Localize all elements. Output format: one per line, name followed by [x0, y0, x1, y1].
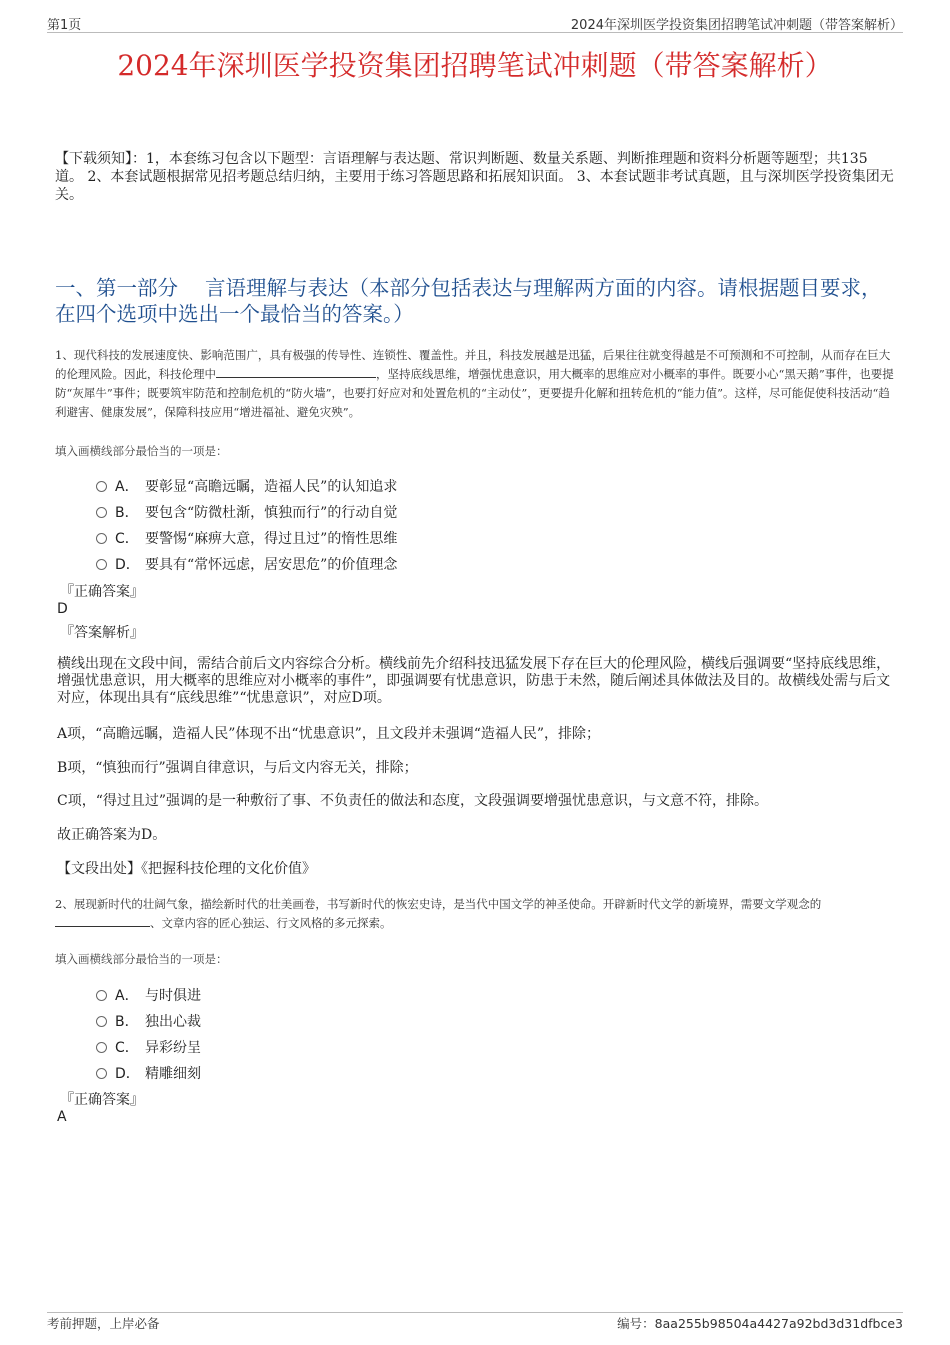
question-1-blank [216, 365, 376, 378]
section-heading: 一、第一部分 言语理解与表达（本部分包括表达与理解两方面的内容。请根据题目要求，在四个选项中选出一个最恰当的答案。） [55, 276, 882, 326]
radio-icon[interactable] [96, 1068, 107, 1079]
option-text: 要具有“常怀远虑，居安思危”的价值理念 [145, 557, 398, 573]
footer-slogan: 考前押题，上岸必备 [47, 1316, 160, 1331]
option-text: 与时俱进 [145, 988, 201, 1004]
question-2-option-a[interactable] [96, 985, 201, 1005]
question-2-option-b[interactable] [96, 1011, 201, 1031]
option-text: 精雕细刻 [145, 1066, 201, 1082]
option-text: 独出心裁 [145, 1014, 201, 1030]
question-2-blank [55, 914, 150, 927]
question-1-option-d[interactable] [96, 554, 397, 574]
option-letter: D． [115, 557, 140, 573]
option-text: 要包含“防微杜渐，慎独而行”的行动自觉 [145, 505, 398, 521]
question-2-stem [55, 895, 895, 933]
radio-icon[interactable] [96, 481, 107, 492]
question-1-text-after: ，坚持底线思维，增强忧患意识，用大概率的思维应对小概率的事件。既要小心“黑天鹅”事件，也要提防“灰犀牛”事件；既要筑牢防范和控制危机的“防火墙”，也要打好应对和处置危机的“主动仗”，更要提升化解和扭转危机的“能力值”。这样，尽可能促使科技活动“趋利避害、健康发展”，保障科技应用“增进福祉、避免灾殃”。 [55, 367, 894, 419]
radio-icon[interactable] [96, 559, 107, 570]
radio-icon[interactable] [96, 533, 107, 544]
footer-divider [47, 1312, 903, 1313]
question-1-answer: D [57, 601, 68, 617]
question-2-text-before: 2、展现新时代的壮阔气象，描绘新时代的壮美画卷，书写新时代的恢宏史诗，是当代中国文学的神圣使命。开辟新时代文学的新境界，需要文学观念的 [55, 897, 822, 911]
question-1-analysis-paragraph: A项，“高瞻远瞩，造福人民”体现不出“忧患意识”，且文段并未强调“造福人民”，排除； [57, 726, 601, 742]
option-text: 要警惕“麻痹大意，得过且过”的惰性思维 [145, 531, 398, 547]
page-header-doc-title: 2024年深圳医学投资集团招聘笔试冲刺题（带答案解析） [570, 18, 903, 33]
question-1-stem [55, 346, 895, 422]
option-letter: C． [115, 1040, 139, 1056]
option-text: 异彩纷呈 [145, 1040, 201, 1056]
question-1-text-before: 1、现代科技的发展速度快、影响范围广，具有极强的传导性、连锁性、覆盖性。并且，科技发展越是迅猛，后果往往就变得越是不可预测和不可控制，从而存在巨大的伦理风险。因此，科技伦理中 [55, 348, 891, 381]
question-1-prompt: 填入画横线部分最恰当的一项是： [55, 444, 228, 458]
option-letter: A． [115, 988, 139, 1004]
header-divider [47, 32, 903, 33]
option-letter: B． [115, 1014, 139, 1030]
question-1-option-a[interactable] [96, 476, 397, 496]
footer-code [617, 1314, 903, 1332]
document-title: 2024年深圳医学投资集团招聘笔试冲刺题（带答案解析） [117, 49, 833, 82]
option-letter: A． [115, 479, 139, 495]
radio-icon[interactable] [96, 1016, 107, 1027]
option-text: 要彰显“高瞻远瞩，造福人民”的认知追求 [145, 479, 398, 495]
question-1-answer-label: 『正确答案』 [60, 584, 144, 600]
question-1-analysis-paragraph: 故正确答案为D。 [57, 827, 167, 843]
footer-code-value: 8aa255b98504a4427a92bd3d31dfbce3 [654, 1316, 903, 1331]
question-2-answer: A [57, 1109, 67, 1125]
question-2-option-c[interactable] [96, 1037, 201, 1057]
question-2-option-d[interactable] [96, 1063, 201, 1083]
question-1-option-c[interactable] [96, 528, 397, 548]
radio-icon[interactable] [96, 990, 107, 1001]
footer-code-label: 编号： [617, 1316, 655, 1331]
question-1-option-b[interactable] [96, 502, 397, 522]
option-letter: B． [115, 505, 139, 521]
radio-icon[interactable] [96, 1042, 107, 1053]
question-1-analysis-paragraph: C项，“得过且过”强调的是一种敷衍了事、不负责任的做法和态度，文段强调要增强忧患意识，与文意不符，排除。 [57, 793, 769, 809]
question-1-source: 【文段出处】《把握科技伦理的文化价值》 [57, 861, 316, 877]
question-2-answer-label: 『正确答案』 [60, 1092, 144, 1108]
option-letter: C． [115, 531, 139, 547]
download-notice: 【下载须知】：1，本套练习包含以下题型：言语理解与表达题、常识判断题、数量关系题、判断推理题和资料分析题等题型；共135道。 2、本套试题根据常见招考题总结归纳，主要用于练习答题思路和拓展知识面。 3、本套试题非考试真题，且与深圳医学投资集团无关。 [55, 151, 894, 203]
question-2-text-after: 、文章内容的匠心独运、行文风格的多元探索。 [150, 916, 392, 930]
question-2-prompt: 填入画横线部分最恰当的一项是： [55, 952, 228, 966]
radio-icon[interactable] [96, 507, 107, 518]
question-1-analysis-paragraph: 横线出现在文段中间，需结合前后文内容综合分析。横线前先介绍科技迅猛发展下存在巨大的伦理风险，横线后强调要“坚持底线思维，增强忧患意识，用大概率的思维应对小概率的事件”，即强调要有忧患意识，防患于未然，随后阐述具体做法及目的。故横线处需与后文对应，体现出具有“底线思维”“忧患意识”，对应D项。 [57, 656, 891, 706]
question-1-analysis-paragraph: B项，“慎独而行”强调自律意识，与后文内容无关，排除； [57, 760, 418, 776]
page-header-page-number: 第1页 [47, 18, 82, 33]
option-letter: D． [115, 1066, 140, 1082]
question-1-analysis-label: 『答案解析』 [60, 625, 144, 641]
